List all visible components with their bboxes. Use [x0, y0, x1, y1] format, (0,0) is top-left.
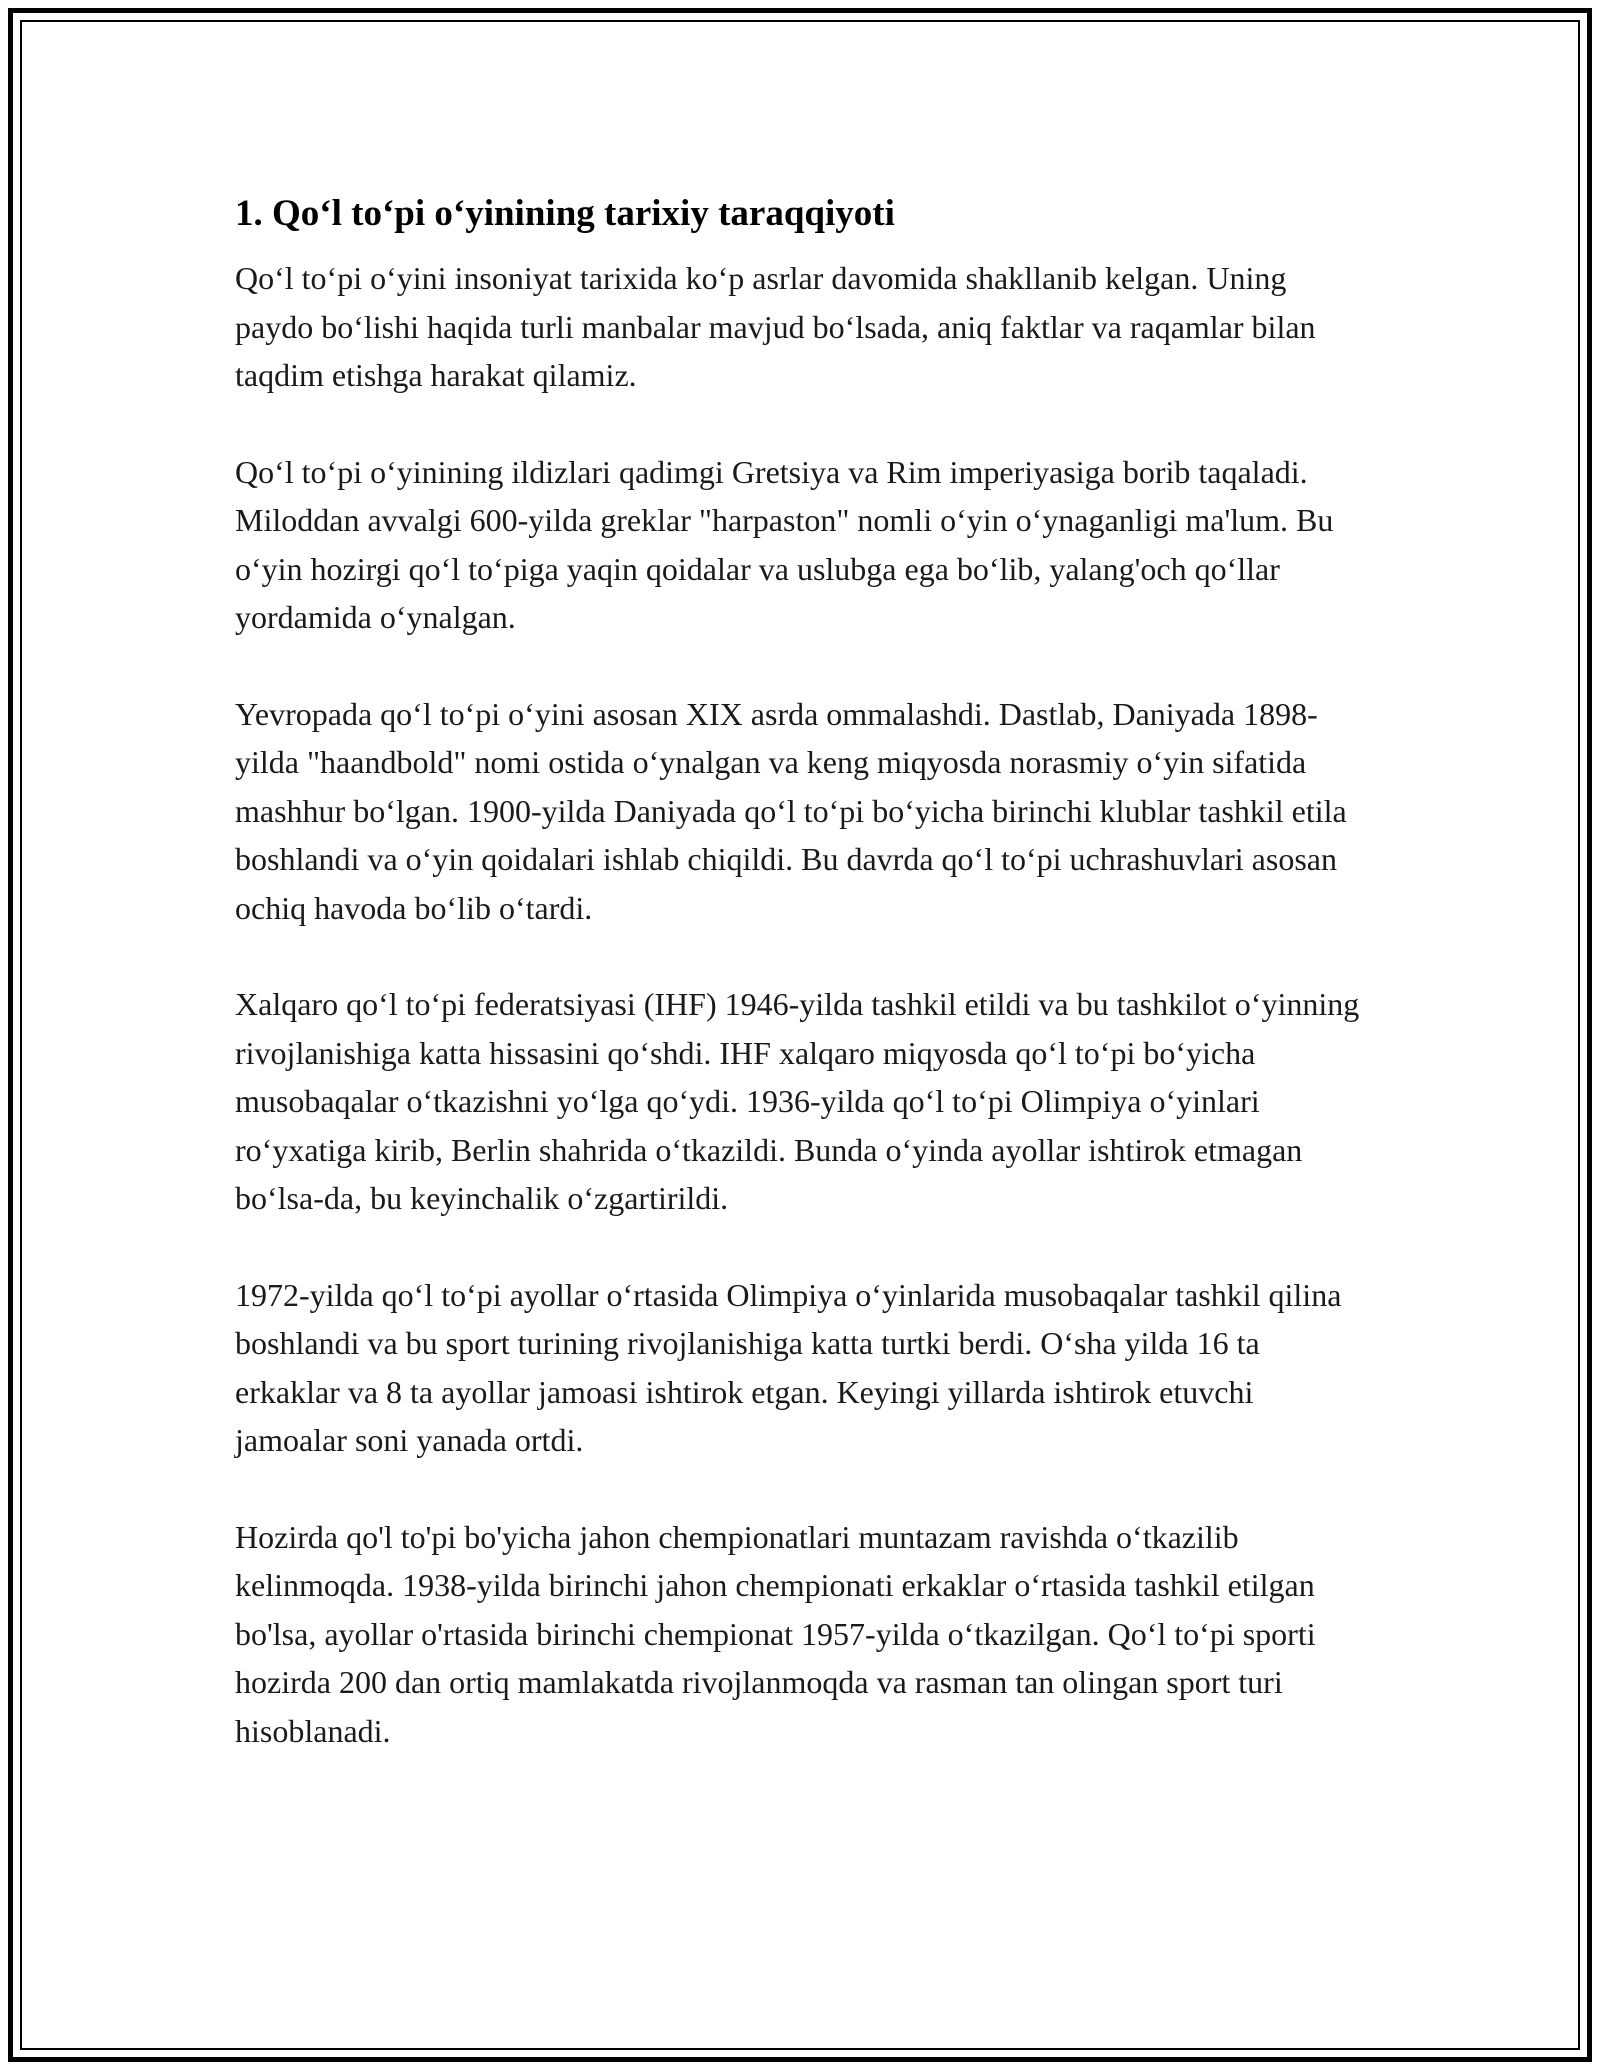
- paragraph-europe-history: Yevropada qo‘l to‘pi o‘yini asosan XIX asrda ommalashdi. Dastlab, Daniyada 1898-yilda "haandbold" nomi ostida o‘ynalgan va keng miqyosda norasmiy o‘yin sifatida mashhur bo‘lgan. 1900-yilda Daniyada qo‘l to‘pi bo‘yicha birinchi klublar tashkil etila boshlandi va o‘yin qoidalari ishlab chiqildi. Bu davrda qo‘l to‘pi uchrashuvlari asosan ochiq havoda bo‘lib o‘tardi.: [235, 695, 1347, 926]
- section-heading: 1. Qo‘l to‘pi o‘yinining tarixiy taraqqiyoti: [235, 193, 895, 234]
- paragraph-ancient-origins: Qo‘l to‘pi o‘yinining ildizlari qadimgi Gretsiya va Rim imperiyasiga borib taqaladi. Miloddan avvalgi 600-yilda greklar "harpaston" nomli o‘yin o‘ynaganligi ma'lum. Bu o‘yin hozirgi qo‘l to‘piga yaqin qoidalar va uslubga ega bo‘lib, yalang'och qo‘llar yordamida o‘ynalgan.: [235, 453, 1334, 635]
- paragraph-introduction: Qo‘l to‘pi o‘yini insoniyat tarixida ko‘p asrlar davomida shakllanib kelgan. Uning paydo bo‘lishi haqida turli manbalar mavjud bo‘lsada, aniq faktlar va raqamlar bilan taqdim etishga harakat qilamiz.: [235, 260, 1316, 393]
- document-body: [235, 186, 1365, 1803]
- paragraph-world-championships: Hozirda qo'l to'pi bo'yicha jahon chempionatlari muntazam ravishda o‘tkazilib kelinmoqda. 1938-yilda birinchi jahon chempionati erkaklar o‘rtasida tashkil etilgan bo'lsa, ayollar o'rtasida birinchi chempionat 1957-yilda o‘tkazilgan. Qo‘l to‘pi sporti hozirda 200 dan ortiq mamlakatda rivojlanmoqda va rasman tan olingan sport turi hisoblanadi.: [235, 1518, 1316, 1749]
- paragraph-olympics-women: 1972-yilda qo‘l to‘pi ayollar o‘rtasida Olimpiya o‘yinlarida musobaqalar tashkil qilina boshlandi va bu sport turining rivojlanishiga katta turtki berdi. O‘sha yilda 16 ta erkaklar va 8 ta ayollar jamoasi ishtirok etgan. Keyingi yillarda ishtirok etuvchi jamoalar soni yanada ortdi.: [235, 1276, 1342, 1458]
- paragraph-ihf: Xalqaro qo‘l to‘pi federatsiyasi (IHF) 1946-yilda tashkil etildi va bu tashkilot o‘yinning rivojlanishiga katta hissasini qo‘shdi. IHF xalqaro miqyosda qo‘l to‘pi bo‘yicha musobaqalar o‘tkazishni yo‘lga qo‘ydi. 1936-yilda qo‘l to‘pi Olimpiya o‘yinlari ro‘yxatiga kirib, Berlin shahrida o‘tkazildi. Bunda o‘yinda ayollar ishtirok etmagan bo‘lsa-da, bu keyinchalik o‘zgartirildi.: [235, 986, 1360, 1216]
